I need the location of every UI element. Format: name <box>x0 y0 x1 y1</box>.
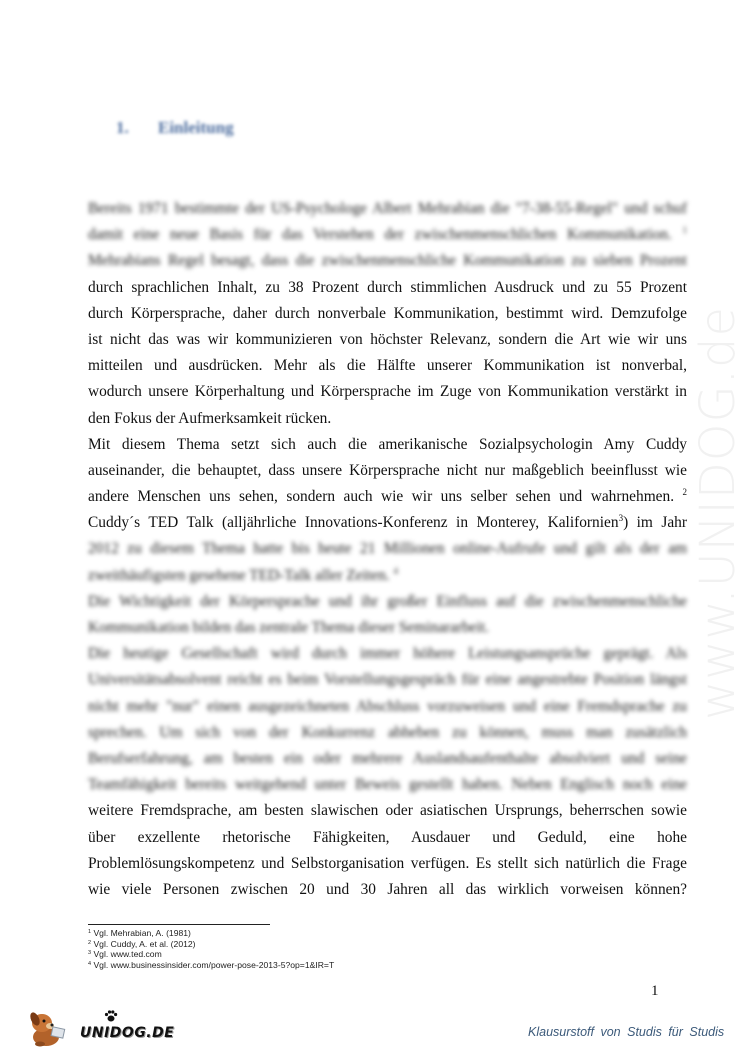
line-text: Cuddy´s TED Talk (alljährliche Innovations-Konferenz in Monterey, Kalifornien$^3$) im Jahr <box>88 513 687 532</box>
line-text: über exzellente rhetorische Fähigkeiten, Ausdauer und Geduld, eine hohe <box>88 828 687 846</box>
line-text: durch sprachlichen Inhalt, zu 38 Prozent durch stimmlichen Ausdruck und zu 55 Prozent <box>88 278 687 296</box>
line-text: Teamfähigkeit bereits weitgehend unter Beweis gestellt haben. Neben Englisch noch eine <box>88 776 687 794</box>
blurred-text-line <box>88 696 687 722</box>
footnote-divider <box>88 924 270 925</box>
footnote-reference: 4 <box>393 565 398 576</box>
tagline: Klausurstoff von Studis für Studis <box>528 1025 725 1039</box>
text-line <box>88 800 687 826</box>
blurred-text-line <box>88 722 687 748</box>
text-line <box>88 381 687 407</box>
footnote <box>88 928 334 939</box>
text-line <box>88 853 687 879</box>
page-number: 1 <box>651 983 659 999</box>
text-line <box>88 486 687 512</box>
footnote-number: 4 <box>88 960 92 967</box>
line-text: Berufserfahrung, am besten ein oder mehrere Auslandsaufenthalte absolviert und seine <box>88 749 687 767</box>
section-number: 1. <box>116 118 129 137</box>
footnote-reference: 2 <box>682 487 687 498</box>
watermark: www.UNIDOG.de <box>690 305 746 720</box>
line-text: zweithäufigsten gesehene TED-Talk aller Zeiten. $^4$ <box>88 565 398 584</box>
footnote-number: 2 <box>88 939 92 946</box>
blurred-text-line <box>88 643 687 669</box>
blurred-text-line <box>88 198 687 224</box>
line-text: Die Wichtigkeit der Körpersprache und ihr großer Einfluss auf die zwischenmenschliche <box>88 592 687 610</box>
footnote <box>88 960 334 971</box>
line-text: wie viele Personen zwischen 20 und 30 Jahren all das wirklich vorweisen können? <box>88 880 687 898</box>
line-text: den Fokus der Aufmerksamkeit rücken. <box>88 409 332 427</box>
text-line <box>88 434 687 460</box>
paw-icon <box>104 1010 118 1022</box>
line-text: Mehrabians Regel besagt, dass die zwischenmenschliche Kommunikation zu sieben Prozent <box>88 252 687 270</box>
line-text: wodurch unsere Körperhaltung und Körpersprache im Zuge von Kommunikation verstärkt in <box>88 383 687 401</box>
text-line <box>88 355 687 381</box>
blurred-text-line <box>88 748 687 774</box>
line-text: 2012 zu diesem Thema hatte bis heute 21 Millionen online-Aufrufe und gilt als der am <box>88 540 687 558</box>
text-line <box>88 277 687 303</box>
text-line <box>88 512 687 538</box>
blurred-text-line <box>88 774 687 800</box>
footnotes <box>88 928 334 970</box>
text-line <box>88 408 687 434</box>
line-text: Bereits 1971 bestimmte der US-Psychologe Albert Mehrabian die "7-38-55-Regel" und schuf <box>88 200 687 217</box>
footnote-number: 1 <box>88 929 92 935</box>
blurred-text-line <box>88 565 687 591</box>
line-text: Universitätsabsolvent reicht es beim Vorstellungsgespräch für eine angestrebte Position längst <box>88 671 687 689</box>
line-text: nicht mehr "nur" einen ausgezeichneten Abschluss vorzuweisen und eine Fremdsprache zu <box>88 697 687 715</box>
footnote-number: 3 <box>88 950 92 957</box>
unidog-logo[interactable] <box>22 1008 175 1048</box>
footnote-reference: 3 <box>618 513 624 524</box>
line-text: sprechen. Um sich von der Konkurrenz abheben zu können, muss man zusätzlich <box>88 723 687 741</box>
blurred-text-line <box>88 617 687 643</box>
logo-text: UNIDOG.DE <box>80 1025 175 1041</box>
line-text: Mit diesem Thema setzt sich auch die amerikanische Sozialpsychologin Amy Cuddy <box>88 435 687 453</box>
text-line <box>88 303 687 329</box>
text-line <box>88 879 687 905</box>
line-text: ist nicht das was wir kommunizieren von höchster Relevanz, sondern die Art wie wir uns <box>88 330 687 348</box>
line-text: Kommunikation bilden das zentrale Thema dieser Seminararbeit. <box>88 619 490 636</box>
blurred-text-line <box>88 538 687 564</box>
line-text: auseinander, die behauptet, dass unsere Körpersprache nicht nur maßgeblich beeinflusst wie <box>88 461 687 479</box>
footnote <box>88 949 334 960</box>
line-text: Problemlösungskompetenz und Selbstorganisation verfügen. Es stellt sich natürlich die Frage <box>88 854 687 872</box>
blurred-text-line <box>88 669 687 695</box>
footnote-text: Vgl. www.businessinsider.com/power-pose-2013-5?op=1&IR=T <box>93 959 335 970</box>
footnote <box>88 939 334 950</box>
line-text-continuation: ) im Jahr <box>623 514 687 532</box>
text-line <box>88 827 687 853</box>
line-text: Die heutige Gesellschaft wird durch immer höhere Leistungsansprüche geprägt. Als <box>88 645 687 663</box>
body-text <box>88 198 687 905</box>
text-line <box>88 329 687 355</box>
dog-icon <box>22 1008 80 1048</box>
blurred-text-line <box>88 224 687 250</box>
section-title: Einleitung <box>158 118 234 137</box>
line-text: durch Körpersprache, daher durch nonverbale Kommunikation, bestimmt wird. Demzufolge <box>88 304 687 322</box>
blurred-text-line <box>88 250 687 276</box>
footnote-text: Vgl. Mehrabian, A. (1981) <box>93 928 191 938</box>
footnote-reference: 1 <box>682 225 687 236</box>
line-text: weitere Fremdsprache, am besten slawischen oder asiatischen Ursprungs, beherrschen sowie <box>88 802 687 820</box>
text-line <box>88 460 687 486</box>
footnote-text: Vgl. Cuddy, A. et al. (2012) <box>93 938 196 949</box>
line-text: mitteilen und ausdrücken. Mehr als die Hälfte unserer Kommunikation ist nonverbal, <box>88 357 687 375</box>
footnote-text: Vgl. www.ted.com <box>93 949 162 960</box>
line-text: andere Menschen uns sehen, sondern auch wie wir uns selber sehen und wahrnehmen. $^2$ <box>88 487 687 506</box>
blurred-text-line <box>88 591 687 617</box>
section-heading <box>116 118 234 138</box>
line-text: damit eine neue Basis für das Verstehen der zwischenmenschlichen Kommunikation. $^1$ <box>88 225 687 244</box>
